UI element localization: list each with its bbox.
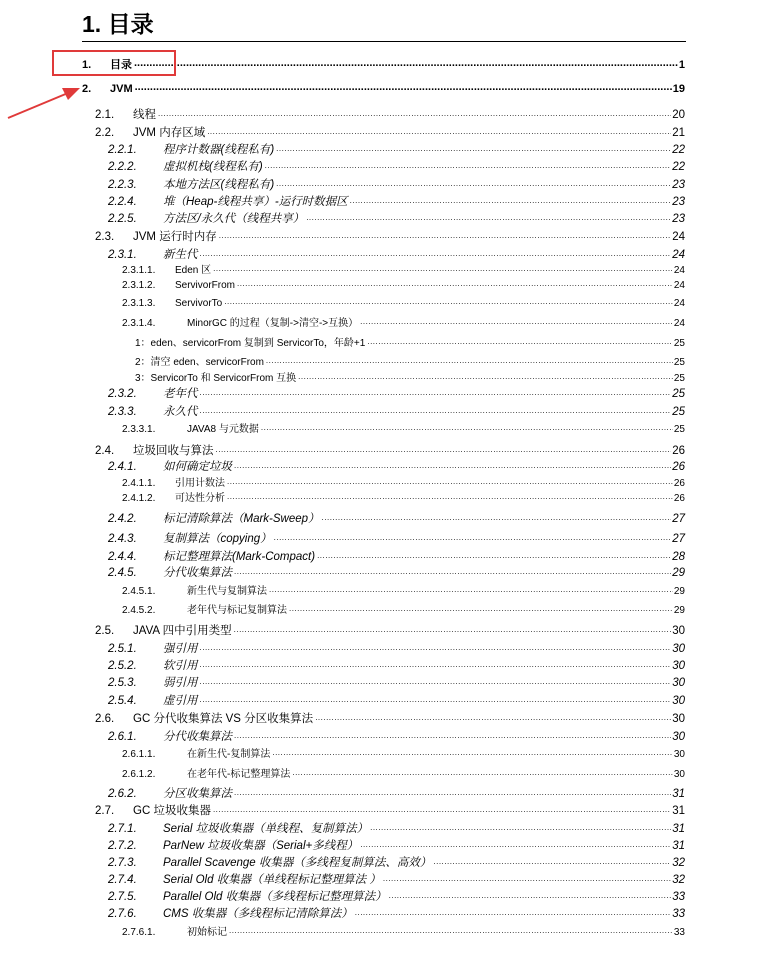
toc-entry-title: MinorGC 的过程（复制->清空->互换）	[187, 318, 359, 329]
toc-entry-page: 30	[672, 731, 685, 743]
toc-entry[interactable]	[135, 372, 685, 384]
leader-dots	[234, 787, 671, 799]
toc-entry-number: 2.4.1.2.	[122, 493, 156, 504]
toc-entry-page: 30	[672, 677, 685, 689]
toc-entry-page: 30	[673, 769, 685, 780]
leader-dots	[224, 297, 673, 307]
toc-entry-page: 22	[672, 161, 685, 173]
toc-entry-number: 1.	[82, 59, 92, 71]
toc-entry-number: 2.1.	[95, 109, 115, 121]
toc-entry-title: 新生代	[163, 249, 198, 261]
toc-entry-number: 2.2.5.	[108, 213, 137, 225]
toc-entry-page: 22	[672, 144, 685, 156]
toc-entry-page: 23	[672, 196, 685, 208]
toc-entry-number: 2.3.1.1.	[122, 265, 156, 276]
toc-entry-page: 24	[673, 298, 685, 309]
leader-dots	[234, 730, 671, 742]
toc-entry-page: 31	[672, 805, 685, 817]
toc-entry-title: 标记清除算法（Mark-Sweep）	[163, 513, 320, 525]
toc-entry[interactable]	[108, 512, 685, 526]
toc-entry-page: 33	[672, 908, 685, 920]
toc-entry-number: 2.6.	[95, 713, 115, 725]
leader-dots	[355, 907, 671, 919]
toc-entry-title: CMS 收集器（多线程标记清除算法）	[163, 908, 353, 920]
toc-entry[interactable]	[108, 659, 685, 673]
toc-entry[interactable]	[108, 212, 685, 226]
toc-entry-number: 2.2.1.	[108, 144, 137, 156]
toc-entry-title: JVM 内存区域	[133, 127, 206, 139]
toc-entry-page: 26	[672, 445, 685, 457]
toc-entry[interactable]	[108, 873, 685, 887]
toc-entry[interactable]	[108, 566, 685, 580]
toc-entry[interactable]	[108, 178, 685, 192]
toc-entry-page: 24	[672, 231, 685, 243]
toc-entry-title: 目录	[110, 59, 132, 71]
toc-entry[interactable]	[122, 279, 685, 291]
toc-entry[interactable]	[108, 822, 685, 836]
toc-entry-number: 2.3.1.4.	[122, 318, 156, 329]
toc-entry-number: 2.3.3.	[108, 406, 137, 418]
toc-entry-page: 31	[672, 840, 685, 852]
toc-entry-number: 2.	[82, 83, 92, 95]
leader-dots	[213, 264, 673, 274]
leader-dots	[200, 659, 672, 671]
toc-entry-page: 29	[673, 586, 685, 597]
toc-entry-title: 弱引用	[163, 677, 198, 689]
toc-entry[interactable]	[108, 694, 685, 708]
leader-dots	[265, 160, 672, 172]
toc-entry-title: Serial 垃圾收集器（单线程、复制算法）	[163, 823, 369, 835]
toc-entry-number: 2.5.4.	[108, 695, 137, 707]
toc-entry[interactable]	[122, 926, 685, 938]
toc-entry[interactable]	[122, 477, 685, 489]
leader-dots	[269, 585, 673, 595]
toc-entry-title: 软引用	[163, 660, 198, 672]
toc-entry-number: 2.6.1.	[108, 731, 137, 743]
toc-entry-page: 31	[672, 823, 685, 835]
toc-entry[interactable]	[108, 839, 685, 853]
leader-dots	[200, 387, 672, 399]
toc-entry-page: 23	[672, 213, 685, 225]
leader-dots	[360, 317, 673, 327]
leader-dots	[433, 856, 671, 868]
toc-entry-number: 2.3.1.2.	[122, 280, 156, 291]
toc-entry-title: 3：ServicorTo 和 ServicorFrom 互换	[135, 373, 297, 384]
toc-entry[interactable]	[122, 768, 685, 780]
leader-dots	[272, 748, 673, 758]
leader-dots	[200, 694, 672, 706]
toc-entry-title: 复制算法（copying）	[163, 533, 272, 545]
toc-entry[interactable]	[108, 550, 685, 564]
leader-dots	[266, 356, 673, 366]
leader-dots	[289, 604, 673, 614]
leader-dots	[306, 212, 671, 224]
toc-entry-title: ServivorFrom	[175, 280, 236, 291]
leader-dots	[134, 58, 678, 69]
toc-entry-number: 2.4.4.	[108, 551, 137, 563]
leader-dots	[200, 642, 672, 654]
toc-entry-number: 2.4.3.	[108, 533, 137, 545]
toc-entry-number: 2.3.1.	[108, 249, 137, 261]
toc-entry-page: 30	[672, 643, 685, 655]
toc-entry-title: 堆（Heap-线程共享）-运行时数据区	[163, 196, 348, 208]
toc-entry-page: 29	[673, 605, 685, 616]
toc-entry-page: 24	[673, 265, 685, 276]
toc-entry-title: 可达性分析	[175, 493, 225, 504]
toc-entry[interactable]	[95, 108, 685, 122]
toc-entry-number: 2.3.3.1.	[122, 424, 156, 435]
toc-entry[interactable]	[108, 195, 685, 209]
toc-entry-title: JAVA 四中引用类型	[133, 625, 232, 637]
toc-entry-page: 25	[673, 373, 685, 384]
toc-entry-page: 24	[672, 249, 685, 261]
toc-entry-title: 初始标记	[187, 927, 227, 938]
leader-dots	[350, 195, 672, 207]
leader-dots	[276, 178, 671, 190]
toc-entry-number: 2.4.	[95, 445, 115, 457]
toc-entry-title: 垃圾回收与算法	[133, 445, 214, 457]
leader-dots	[383, 873, 671, 885]
leader-dots	[274, 532, 672, 544]
toc-entry-page: 32	[672, 857, 685, 869]
toc-entry-number: 2.7.4.	[108, 874, 137, 886]
toc-entry-page: 33	[672, 891, 685, 903]
toc-entry[interactable]	[108, 890, 685, 904]
toc-entry-page: 30	[672, 660, 685, 672]
toc-entry-number: 2.5.2.	[108, 660, 137, 672]
toc-entry[interactable]	[108, 642, 685, 656]
toc-entry-page: 27	[672, 533, 685, 545]
toc-entry-title: GC 分代收集算法 VS 分区收集算法	[133, 713, 314, 725]
toc-entry[interactable]	[122, 264, 685, 276]
toc-entry[interactable]	[95, 804, 685, 818]
toc-entry[interactable]	[122, 297, 685, 309]
leader-dots	[389, 890, 672, 902]
toc-entry-title: 如何确定垃圾	[163, 461, 232, 473]
toc-entry[interactable]	[95, 230, 685, 244]
toc-entry-number: 2.6.1.2.	[122, 769, 156, 780]
leader-dots	[360, 839, 671, 851]
title-divider	[82, 41, 686, 42]
leader-dots	[227, 477, 673, 487]
toc-entry-number: 2.4.5.1.	[122, 586, 156, 597]
toc-entry-title: 在老年代-标记整理算法	[187, 769, 291, 780]
toc-entry[interactable]	[95, 126, 685, 140]
toc-entry-number: 2.6.2.	[108, 788, 137, 800]
toc-entry-page: 24	[673, 280, 685, 291]
toc-entry-number: 2.4.5.	[108, 567, 137, 579]
toc-entry-number: 2.6.1.1.	[122, 749, 156, 760]
toc-entry[interactable]	[108, 248, 685, 262]
toc-entry-title: 老年代与标记复制算法	[187, 605, 287, 616]
toc-entry-number: 2.2.4.	[108, 196, 137, 208]
toc-entry-title: 引用计数法	[175, 478, 225, 489]
leader-dots	[200, 405, 672, 417]
toc-entry-title: Serial Old 收集器（单线程标记整理算法 ）	[163, 874, 381, 886]
leader-dots	[234, 624, 672, 636]
toc-entry[interactable]	[108, 460, 685, 474]
leader-dots	[292, 768, 673, 778]
leader-dots	[227, 492, 673, 502]
toc-entry[interactable]	[122, 585, 685, 597]
toc-entry-number: 2.5.1.	[108, 643, 137, 655]
toc-entry-title: 1：eden、servicorFrom 复制到 ServicorTo，年龄+1	[135, 338, 366, 349]
toc-entry[interactable]	[95, 444, 685, 458]
toc-entry-number: 2.7.6.	[108, 908, 137, 920]
leader-dots	[135, 82, 672, 93]
toc-entry[interactable]	[108, 730, 685, 744]
toc-entry-page: 33	[673, 927, 685, 938]
toc-entry[interactable]	[135, 356, 685, 368]
toc-entry-title: 分代收集算法	[163, 731, 232, 743]
leader-dots	[317, 550, 671, 562]
toc-entry-number: 2.7.3.	[108, 857, 137, 869]
toc-entry-title: 在新生代-复制算法	[187, 749, 271, 760]
toc-entry-title: 虚引用	[163, 695, 198, 707]
toc-entry-title: ServivorTo	[175, 298, 223, 309]
toc-entry-number: 2.7.5.	[108, 891, 137, 903]
leader-dots	[298, 372, 673, 382]
toc-entry[interactable]	[95, 712, 685, 726]
toc-entry-title: JVM	[110, 83, 133, 95]
toc-entry[interactable]	[108, 387, 685, 401]
leader-dots	[322, 512, 672, 524]
toc-entry-number: 2.4.1.	[108, 461, 137, 473]
toc-entry[interactable]	[108, 856, 685, 870]
toc-entry-title: 永久代	[163, 406, 198, 418]
toc-entry[interactable]	[108, 160, 685, 174]
toc-entry-page: 30	[673, 749, 685, 760]
toc-entry-title: ParNew 垃圾收集器（Serial+多线程）	[163, 840, 359, 852]
toc-entry-title: GC 垃圾收集器	[133, 805, 211, 817]
toc-entry-page: 30	[672, 695, 685, 707]
toc-entry-title: 标记整理算法(Mark-Compact)	[163, 551, 316, 563]
toc-entry[interactable]	[135, 337, 685, 349]
toc-entry-page: 1	[678, 59, 685, 71]
leader-dots	[158, 108, 671, 120]
toc-entry-title: 分区收集算法	[163, 788, 232, 800]
toc-entry-number: 2.7.1.	[108, 823, 137, 835]
toc-entry-page: 23	[672, 179, 685, 191]
toc-entry-number: 2.5.3.	[108, 677, 137, 689]
leader-dots	[213, 804, 671, 816]
toc-entry-title: JAVA8 与元数据	[187, 424, 259, 435]
toc-entry[interactable]	[122, 423, 685, 435]
toc-entry-number: 2.3.1.3.	[122, 298, 156, 309]
toc-entry-number: 2.2.3.	[108, 179, 137, 191]
toc-entry-number: 2.4.5.2.	[122, 605, 156, 616]
toc-entry-page: 26	[673, 478, 685, 489]
toc-entry-number: 2.3.	[95, 231, 115, 243]
leader-dots	[237, 279, 673, 289]
toc-entry-page: 26	[672, 461, 685, 473]
leader-dots	[200, 248, 672, 260]
toc-entry-page: 25	[673, 424, 685, 435]
toc-entry-title: Parallel Old 收集器（多线程标记整理算法）	[163, 891, 387, 903]
toc-entry-title: 虚拟机栈(线程私有)	[163, 161, 263, 173]
toc-entry[interactable]	[82, 82, 685, 95]
toc-entry-title: 本地方法区(线程私有)	[163, 179, 275, 191]
toc-entry[interactable]	[95, 624, 685, 638]
toc-entry-page: 31	[672, 788, 685, 800]
toc-entry[interactable]	[108, 676, 685, 690]
toc-entry-title: 2：清空 eden、servicorFrom	[135, 357, 264, 368]
toc-entry-number: 2.5.	[95, 625, 115, 637]
toc-entry-number: 2.3.2.	[108, 388, 137, 400]
toc-entry-page: 19	[672, 83, 685, 95]
toc-entry-page: 20	[672, 109, 685, 121]
toc-entry-number: 2.2.2.	[108, 161, 137, 173]
leader-dots	[367, 337, 673, 347]
leader-dots	[219, 230, 672, 242]
toc-entry-title: 线程	[133, 109, 156, 121]
toc-entry-title: JVM 运行时内存	[133, 231, 217, 243]
toc-entry-number: 2.4.1.1.	[122, 478, 156, 489]
leader-dots	[370, 822, 671, 834]
toc-entry-page: 30	[672, 713, 685, 725]
toc-entry-page: 25	[672, 406, 685, 418]
toc-entry[interactable]	[122, 748, 685, 760]
toc-entry[interactable]	[122, 604, 685, 616]
leader-dots	[261, 423, 673, 433]
toc-entry-page: 30	[672, 625, 685, 637]
toc-entry-page: 21	[672, 127, 685, 139]
leader-dots	[315, 712, 671, 724]
toc-entry[interactable]	[108, 787, 685, 801]
toc-entry[interactable]	[108, 532, 685, 546]
toc-entry-title: Eden 区	[175, 265, 212, 276]
toc-entry-page: 28	[672, 551, 685, 563]
leader-dots	[234, 460, 671, 472]
toc-entry-title: 分代收集算法	[163, 567, 232, 579]
toc-entry-title: 强引用	[163, 643, 198, 655]
toc-entry-title: 方法区/永久代（线程共享）	[163, 213, 305, 225]
toc-entry-page: 26	[673, 493, 685, 504]
page-title: 1. 目录	[82, 11, 154, 37]
leader-dots	[276, 143, 671, 155]
toc-entry-page: 24	[673, 318, 685, 329]
toc-entry-title: 老年代	[163, 388, 198, 400]
toc-entry[interactable]	[122, 317, 685, 329]
toc-entry[interactable]	[108, 405, 685, 419]
leader-dots	[216, 444, 672, 456]
toc-entry-page: 25	[672, 388, 685, 400]
toc-entry[interactable]	[108, 907, 685, 921]
toc-entry-page: 25	[673, 338, 685, 349]
toc-entry-page: 25	[673, 357, 685, 368]
red-arrow-icon	[0, 0, 120, 130]
toc-entry-title: 程序计数器(线程私有)	[163, 144, 275, 156]
toc-entry-title: 新生代与复制算法	[187, 586, 267, 597]
toc-entry[interactable]	[108, 143, 685, 157]
toc-entry[interactable]	[122, 492, 685, 504]
leader-dots	[200, 676, 672, 688]
toc-entry-number: 2.7.6.1.	[122, 927, 156, 938]
leader-dots	[234, 566, 671, 578]
toc-entry-number: 2.2.	[95, 127, 115, 139]
toc-entry-page: 27	[672, 513, 685, 525]
toc-entry-page: 32	[672, 874, 685, 886]
toc-entry-number: 2.7.2.	[108, 840, 137, 852]
toc-entry-number: 2.4.2.	[108, 513, 137, 525]
toc-entry-title: Parallel Scavenge 收集器（多线程复制算法、高效）	[163, 857, 432, 869]
leader-dots	[207, 126, 671, 138]
toc-entry-page: 29	[672, 567, 685, 579]
leader-dots	[229, 926, 673, 936]
toc-entry-number: 2.7.	[95, 805, 115, 817]
